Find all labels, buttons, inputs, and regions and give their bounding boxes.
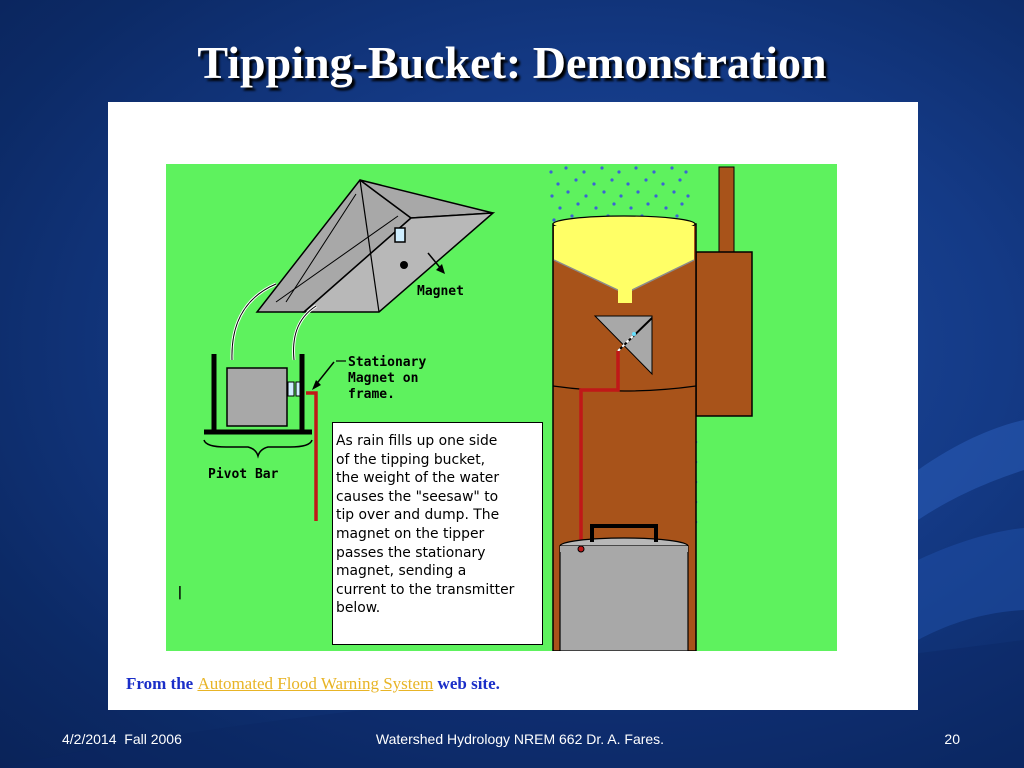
caption-box (332, 422, 543, 645)
caption-line: tip over and dump. The (336, 507, 500, 524)
caption-line: causes the "seesaw" to (336, 488, 499, 505)
credit-suffix: web site. (437, 674, 500, 693)
magnet-label: Magnet (417, 284, 464, 299)
footer-course: Watershed Hydrology NREM 662 Dr. A. Fares. (375, 731, 665, 747)
svg-text:|: | (176, 585, 184, 600)
stationary-label-line1: Stationary (348, 355, 427, 370)
caption-line: magnet on the tipper (336, 525, 485, 542)
caption-line: magnet, sending a (336, 563, 467, 580)
caption-line: current to the transmitter (336, 581, 515, 598)
caption-line: below. (336, 600, 381, 617)
caption-line: As rain fills up one side (336, 433, 498, 449)
slide-title: Tipping-Bucket: Demonstration (197, 37, 827, 88)
caption-line: passes the stationary (336, 544, 486, 561)
slide-number: 20 (944, 731, 960, 747)
footer-date: 4/2/2014 Fall 2006 (62, 731, 182, 747)
pivot-bar-label: Pivot Bar (208, 467, 279, 482)
caption-line: the weight of the water (336, 470, 500, 487)
credit-prefix: From the (126, 674, 194, 693)
stationary-label-line2: Magnet on (348, 371, 419, 386)
magnet-icon (395, 228, 405, 242)
transmitter-box (696, 252, 752, 416)
rain-gauge (553, 216, 696, 651)
diagram-panel (108, 102, 918, 710)
afws-link[interactable]: Automated Flood Warning System (197, 674, 434, 693)
stationary-label-line3: frame. (348, 387, 395, 402)
source-credit (126, 674, 500, 694)
caption-line: of the tipping bucket, (336, 451, 486, 468)
